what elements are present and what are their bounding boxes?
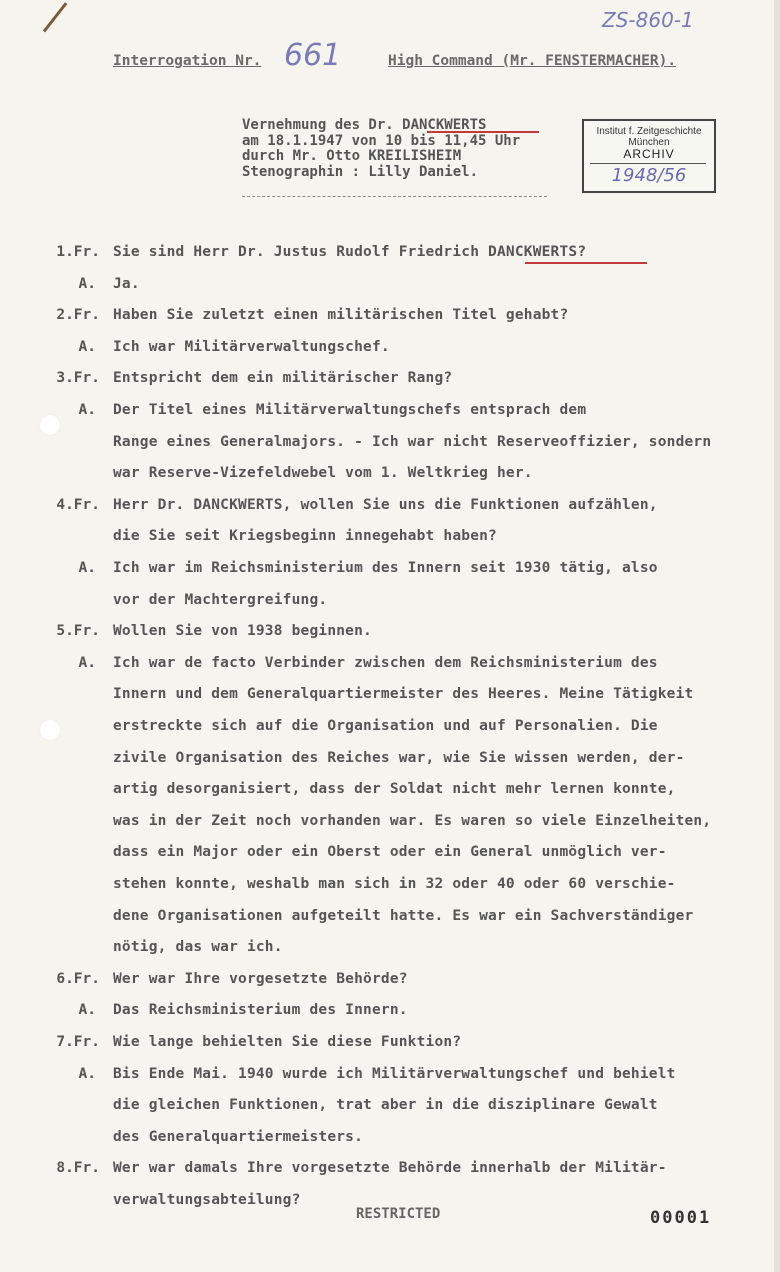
transcript-line xyxy=(0,813,780,845)
transcript-line xyxy=(0,1160,780,1192)
meta-line: Vernehmung des Dr. DANCKWERTS xyxy=(242,117,487,133)
transcript-text: Das Reichsministerium des Innern. xyxy=(113,1002,408,1019)
transcript-text: Entspricht dem ein militärischer Rang? xyxy=(113,370,453,387)
speaker-label: 2.Fr. xyxy=(56,307,100,324)
stamp-institute xyxy=(584,126,714,148)
transcript-line xyxy=(0,781,780,813)
stamp-city: München xyxy=(628,137,670,148)
transcript-text: Herr Dr. DANCKWERTS, wollen Sie uns die Funktionen aufzählen, xyxy=(113,496,658,513)
transcript-line xyxy=(0,1066,780,1098)
transcript-text: nötig, das war ich. xyxy=(113,939,283,956)
interrogation-label: Interrogation Nr. xyxy=(113,53,262,69)
transcript-line xyxy=(0,1034,780,1066)
transcript-line xyxy=(0,876,780,908)
speaker-label: 8.Fr. xyxy=(56,1160,100,1177)
transcript-text: Wollen Sie von 1938 beginnen. xyxy=(113,623,372,640)
transcript-line xyxy=(0,465,780,497)
transcript-line xyxy=(0,844,780,876)
page-number: 00001 xyxy=(650,1208,712,1228)
transcript-text: die gleichen Funktionen, trat aber in die disziplinare Gewalt xyxy=(113,1097,658,1114)
red-underline-name xyxy=(525,262,647,264)
meta-line: durch Mr. Otto KREILISHEIM xyxy=(242,148,462,164)
transcript-line xyxy=(0,908,780,940)
transcript-text: Der Titel eines Militärverwaltungschefs entsprach dem xyxy=(113,402,587,418)
transcript-text: Wer war damals Ihre vorgesetzte Behörde innerhalb der Militär- xyxy=(113,1160,667,1177)
stamp-number: 1948/56 xyxy=(611,165,687,186)
stamp-rule xyxy=(590,163,706,164)
transcript-line xyxy=(0,686,780,718)
transcript-line xyxy=(0,339,780,371)
command-heading: High Command (Mr. FENSTERMACHER). xyxy=(388,53,677,69)
transcript-line xyxy=(0,718,780,750)
speaker-label: A. xyxy=(78,275,96,292)
stamp-archiv: ARCHIV xyxy=(623,147,675,161)
speaker-label: 3.Fr. xyxy=(56,370,100,387)
archive-stamp xyxy=(582,119,716,193)
transcript-line xyxy=(0,971,780,1003)
speaker-label: A. xyxy=(78,560,96,576)
transcript-text: stehen konnte, weshalb man sich in 32 oder 40 oder 60 verschie- xyxy=(113,876,676,892)
transcript-text: vor der Machtergreifung. xyxy=(113,591,328,608)
transcript-text: Wie lange behielten Sie diese Funktion? xyxy=(113,1034,462,1050)
transcript-text: Ich war de facto Verbinder zwischen dem Reichsministerium des xyxy=(113,654,658,671)
transcript-text: erstreckte sich auf die Organisation und auf Personalien. Die xyxy=(113,718,658,734)
classification-mark: RESTRICTED xyxy=(356,1206,441,1222)
interrogation-meta xyxy=(242,118,520,180)
transcript-line xyxy=(0,939,780,971)
pen-mark xyxy=(43,2,68,32)
meta-line: am 18.1.1947 von 10 bis 11,45 Uhr xyxy=(242,132,521,149)
transcript-text: was in der Zeit noch vorhanden war. Es waren so viele Einzelheiten, xyxy=(113,812,712,829)
transcript-text: Haben Sie zuletzt einen militärischen Titel gehabt? xyxy=(113,307,569,324)
speaker-label: 4.Fr. xyxy=(56,496,100,513)
transcript-line xyxy=(0,434,780,466)
transcript-line xyxy=(0,1002,780,1034)
transcript-line xyxy=(0,1129,780,1161)
transcript-line xyxy=(0,497,780,529)
transcript-text: dass ein Major oder ein Oberst oder ein General unmöglich ver- xyxy=(113,844,667,861)
transcript-text: Innern und dem Generalquartiermeister des Heeres. Meine Tätigkeit xyxy=(113,686,694,703)
transcript-line xyxy=(0,307,780,339)
stamp-institute-name: Institut f. Zeitgeschichte xyxy=(596,126,702,137)
transcript-text: Ja. xyxy=(113,275,140,292)
red-underline-meta xyxy=(427,131,539,133)
transcript-text: dene Organisationen aufgeteilt hatte. Es war ein Sachverständiger xyxy=(113,907,694,924)
speaker-label: 5.Fr. xyxy=(56,623,100,640)
transcript-text: Wer war Ihre vorgesetzte Behörde? xyxy=(113,970,408,987)
speaker-label: 1.Fr. xyxy=(56,244,100,260)
transcript-line xyxy=(0,623,780,655)
transcript-line xyxy=(0,750,780,782)
speaker-label: 6.Fr. xyxy=(56,970,100,987)
speaker-label: A. xyxy=(78,402,96,418)
transcript-text: Bis Ende Mai. 1940 wurde ich Militärverwaltungschef und behielt xyxy=(113,1065,676,1082)
transcript-line xyxy=(0,560,780,592)
transcript-line xyxy=(0,370,780,402)
transcript-line xyxy=(0,1097,780,1129)
speaker-label: 7.Fr. xyxy=(56,1034,100,1050)
transcript-text: die Sie seit Kriegsbeginn innegehabt haben? xyxy=(113,528,497,545)
transcript-text: Sie sind Herr Dr. Justus Rudolf Friedrich DANCKWERTS? xyxy=(113,244,587,260)
speaker-label: A. xyxy=(78,1002,96,1019)
transcript-text: artig desorganisiert, dass der Soldat nicht mehr lernen konnte, xyxy=(113,781,676,798)
transcript-line xyxy=(0,592,780,624)
transcript-line xyxy=(0,244,780,276)
transcript-text: des Generalquartiermeisters. xyxy=(113,1128,364,1145)
meta-line: Stenographin : Lilly Daniel. xyxy=(242,163,479,180)
transcript-text: Range eines Generalmajors. - Ich war nicht Reserveoffizier, sondern xyxy=(113,433,712,450)
transcript-text: Ich war Militärverwaltungschef. xyxy=(113,338,390,355)
transcript-text: war Reserve-Vizefeldwebel vom 1. Weltkrieg her. xyxy=(113,465,533,482)
speaker-label: A. xyxy=(78,1065,96,1082)
transcript-line xyxy=(0,655,780,687)
archive-reference: ZS-860-1 xyxy=(602,8,694,32)
transcript-line xyxy=(0,402,780,434)
interrogation-number: 661 xyxy=(284,38,342,73)
transcript-line xyxy=(0,276,780,308)
transcript-line xyxy=(0,528,780,560)
transcript-text: verwaltungsabteilung? xyxy=(113,1192,301,1208)
transcript-text: zivile Organisation des Reiches war, wie Sie wissen werden, der- xyxy=(113,749,685,766)
meta-rule xyxy=(242,196,547,198)
speaker-label: A. xyxy=(78,338,96,355)
speaker-label: A. xyxy=(78,654,96,671)
transcript-text: Ich war im Reichsministerium des Innern seit 1930 tätig, also xyxy=(113,560,658,576)
